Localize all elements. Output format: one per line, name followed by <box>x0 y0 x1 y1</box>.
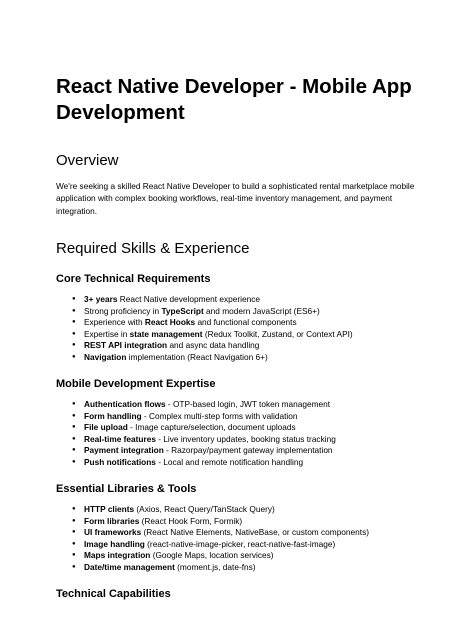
list-item: ● Expertise in state management (Redux Toolkit, Zustand, or Context API) <box>84 329 418 341</box>
list-item: ● UI frameworks (React Native Elements, NativeBase, or custom components) <box>84 527 418 539</box>
section-heading-libraries: Essential Libraries & Tools <box>56 483 197 496</box>
list-item: ● HTTP clients (Axios, React Query/TanStack Query) <box>84 504 418 516</box>
list-item: ● Navigation implementation (React Navigation 6+) <box>84 352 418 364</box>
list-item: ● Real-time features - Live inventory updates, booking status tracking <box>84 434 418 446</box>
skills-heading: Required Skills & Experience <box>56 240 250 258</box>
section-heading-mobile: Mobile Development Expertise <box>56 378 216 391</box>
section-heading-core: Core Technical Requirements <box>56 273 211 286</box>
list-item: ● Push notifications - Local and remote notification handling <box>84 457 418 469</box>
list-item: ● Form libraries (React Hook Form, Formik) <box>84 516 418 528</box>
list-item: ● Payment integration - Razorpay/payment gateway implementation <box>84 445 418 457</box>
list-item: ● 3+ years React Native development experience <box>84 294 418 306</box>
list-mobile-expertise <box>56 399 418 468</box>
list-item: ● Form handling - Complex multi-step forms with validation <box>84 411 418 423</box>
list-item: ● REST API integration and async data handling <box>84 340 418 352</box>
list-item: ● Experience with React Hooks and functional components <box>84 317 418 329</box>
list-core-requirements <box>56 294 418 363</box>
overview-text: We're seeking a skilled React Native Developer to build a sophisticated rental marketplace mobile application with complex booking workflows, real-time inventory management, and payment integration. <box>56 181 415 216</box>
list-item: ● Maps integration (Google Maps, location services) <box>84 550 418 562</box>
document-title: React Native Developer - Mobile App Development <box>56 75 412 124</box>
list-libraries-tools <box>56 504 418 573</box>
list-item: ● Image handling (react-native-image-picker, react-native-fast-image) <box>84 539 418 551</box>
section-heading-capabilities: Technical Capabilities <box>56 588 171 601</box>
overview-heading: Overview <box>56 152 119 169</box>
list-item: ● File upload - Image capture/selection, document uploads <box>84 422 418 434</box>
list-item: ● Strong proficiency in TypeScript and modern JavaScript (ES6+) <box>84 306 418 318</box>
list-item: ● Authentication flows - OTP-based login, JWT token management <box>84 399 418 411</box>
list-item: ● Date/time management (moment.js, date-fns) <box>84 562 418 574</box>
